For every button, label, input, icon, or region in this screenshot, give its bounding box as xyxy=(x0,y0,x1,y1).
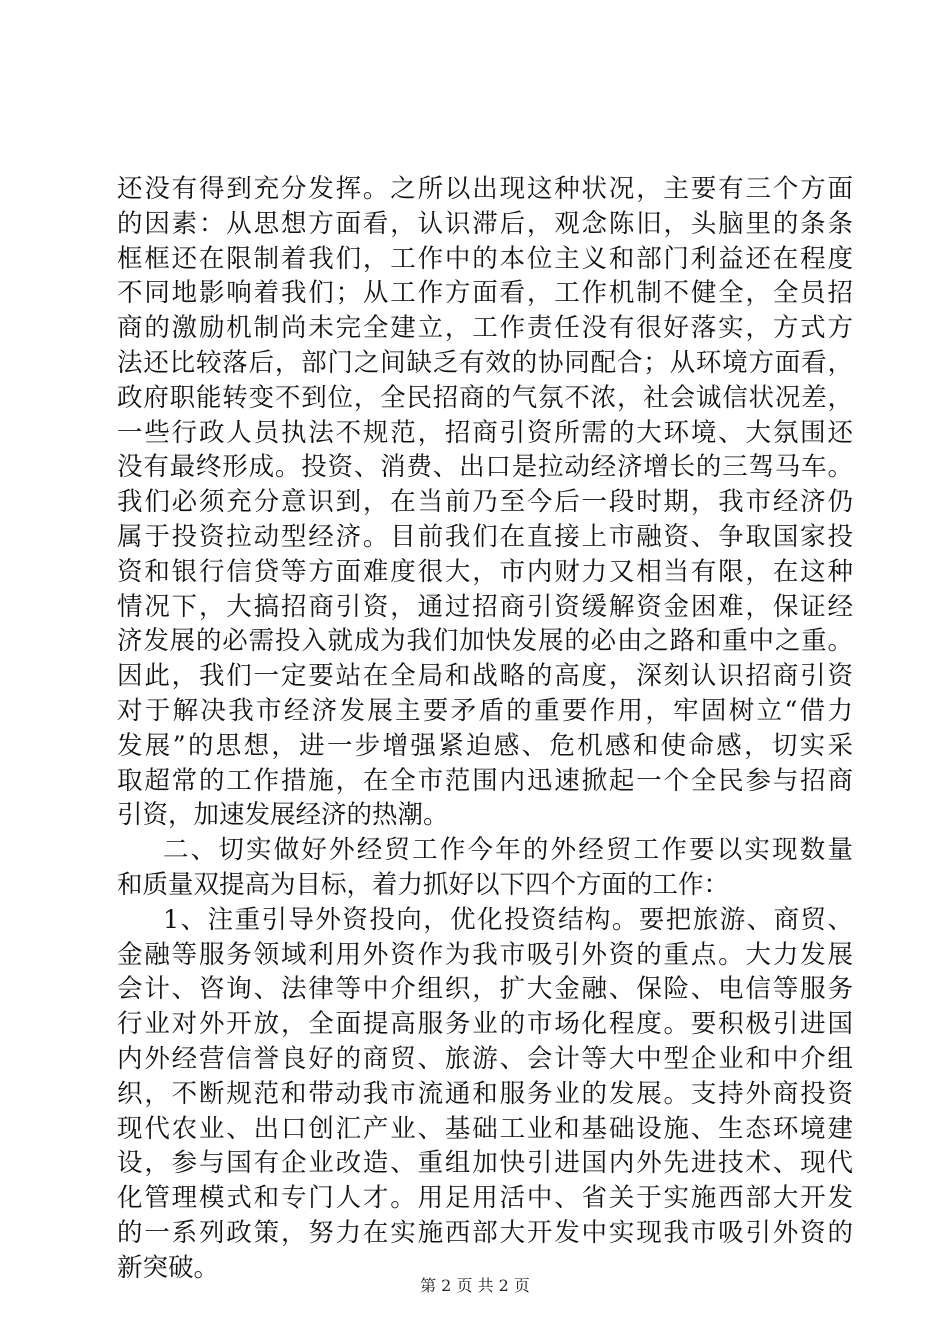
text-line: 商的激励机制尚未完全建立，工作责任没有很好落实，方式方 xyxy=(117,313,853,344)
text-line: 济发展的必需投入就成为我们加快发展的必由之路和重中之重。 xyxy=(117,626,853,657)
text-line: 取超常的工作措施，在全市范围内迅速掀起一个全民参与招商 xyxy=(117,765,853,796)
text-line: 属于投资拉动型经济。目前我们在直接上市融资、争取国家投 xyxy=(117,521,853,552)
text-line: 设，参与国有企业改造、重组加快引进国内外先进技术、现代 xyxy=(117,1148,853,1179)
text-line: 的一系列政策，努力在实施西部大开发中实现我市吸引外资的 xyxy=(117,1217,853,1248)
text-line: 框框还在限制着我们，工作中的本位主义和部门利益还在程度 xyxy=(117,243,853,274)
text-line: 法还比较落后，部门之间缺乏有效的协同配合；从环境方面看， xyxy=(117,347,853,378)
text-line: 一些行政人员执法不规范，招商引资所需的大环境、大氛围还 xyxy=(117,417,853,448)
text-line: 还没有得到充分发挥。之所以出现这种状况，主要有三个方面 xyxy=(117,174,853,204)
text-line: 会计、咨询、法律等中介组织，扩大金融、保险、电信等服务 xyxy=(117,974,853,1005)
page-footer: 第 2 页 共 2 页 xyxy=(420,1276,530,1295)
text-line: 没有最终形成。投资、消费、出口是拉动经济增长的三驾马车。 xyxy=(117,452,853,483)
text-line: 织，不断规范和带动我市流通和服务业的发展。支持外商投资 xyxy=(117,1078,853,1109)
text-line: 行业对外开放，全面提高服务业的市场化程度。要积极引进国 xyxy=(117,1009,853,1040)
text-line: 和质量双提高为目标，着力抓好以下四个方面的工作： xyxy=(117,869,730,900)
text-line: 1、注重引导外资投向，优化投资结构。要把旅游、商贸、 xyxy=(163,904,853,935)
text-line: 对于解决我市经济发展主要矛盾的重要作用，牢固树立“借力 xyxy=(117,695,853,726)
document-body xyxy=(117,172,853,1286)
text-line: 我们必须充分意识到，在当前乃至今后一段时期，我市经济仍 xyxy=(117,487,853,518)
text-line: 发展”的思想，进一步增强紧迫感、危机感和使命感，切实采 xyxy=(117,730,853,761)
text-line: 现代农业、出口创汇产业、基础工业和基础设施、生态环境建 xyxy=(117,1113,853,1144)
text-line: 引资，加速发展经济的热潮。 xyxy=(117,800,449,831)
text-line: 的因素：从思想方面看，认识滞后，观念陈旧，头脑里的条条 xyxy=(117,208,853,239)
text-line: 因此，我们一定要站在全局和战略的高度，深刻认识招商引资 xyxy=(117,661,853,692)
text-line: 化管理模式和专门人才。用足用活中、省关于实施西部大开发 xyxy=(117,1183,853,1214)
text-line: 新突破。 xyxy=(117,1252,220,1283)
text-line: 资和银行信贷等方面难度很大，市内财力又相当有限，在这种 xyxy=(117,556,853,587)
text-line: 内外经营信誉良好的商贸、旅游、会计等大中型企业和中介组 xyxy=(117,1043,853,1074)
text-line: 政府职能转变不到位，全民招商的气氛不浓，社会诚信状况差， xyxy=(117,382,853,413)
text-line: 不同地影响着我们；从工作方面看，工作机制不健全，全员招 xyxy=(117,278,853,309)
text-line: 情况下，大搞招商引资，通过招商引资缓解资金困难，保证经 xyxy=(117,591,853,622)
text-line: 金融等服务领域利用外资作为我市吸引外资的重点。大力发展 xyxy=(117,939,853,970)
text-line: 二、切实做好外经贸工作今年的外经贸工作要以实现数量 xyxy=(163,835,853,866)
